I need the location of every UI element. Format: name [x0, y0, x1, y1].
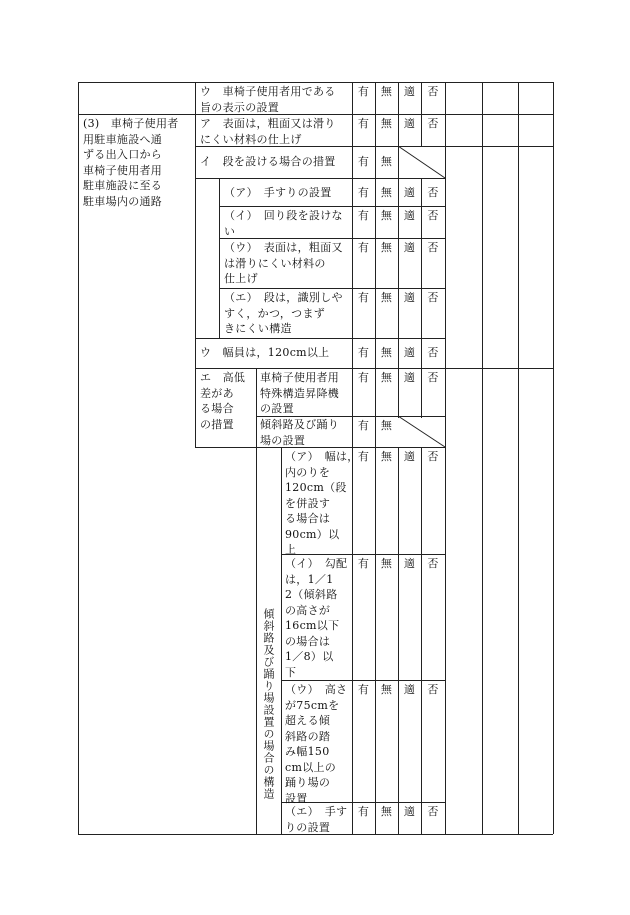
no-mark: 無: [380, 241, 393, 254]
item-i-e: （エ） 段は，識別しや すく，かつ，つまず きにくい構造: [224, 291, 343, 335]
ok-mark: 適: [403, 117, 416, 130]
item-r-i: （イ） 勾配 は，1／1 2（傾斜路 の高さが 16cm以下 の場合は 1／8）以 下: [285, 557, 348, 679]
ng-mark: 否: [427, 117, 439, 130]
item-i-steps: イ 段を設ける場合の措置: [200, 155, 336, 168]
ng-mark: 否: [427, 346, 439, 359]
ng-mark: 否: [427, 683, 439, 696]
yes-mark: 有: [357, 117, 370, 130]
no-mark: 無: [380, 371, 393, 384]
yes-mark: 有: [357, 346, 370, 359]
item-i-a: （ア） 手すりの設置: [224, 186, 332, 199]
item-a-surface: ア 表面は，粗面又は滑り にくい材料の仕上げ: [200, 117, 336, 146]
item-r-u: （ウ） 高さ が75cmを 超える傾 斜路の踏 み幅150 cm以上の 踊り場の 設置: [285, 683, 348, 805]
ok-mark: 適: [403, 557, 416, 570]
yes-mark: 有: [357, 291, 370, 304]
ok-mark: 適: [403, 186, 416, 199]
section-3-title: (3) 車椅子使用者 用駐車施設へ通 ずる出入口から 車椅子使用者用 駐車施設に至る 駐車場内の通路: [83, 117, 179, 208]
ok-mark: 適: [403, 450, 416, 463]
yes-mark: 有: [357, 186, 370, 199]
yes-mark: 有: [357, 85, 370, 98]
ok-mark: 適: [403, 805, 416, 818]
ok-mark: 適: [403, 291, 416, 304]
ng-mark: 否: [427, 241, 439, 254]
ng-mark: 否: [427, 450, 439, 463]
item-r-e: （エ） 手す りの設置: [285, 805, 348, 834]
ng-mark: 否: [427, 371, 439, 384]
no-mark: 無: [380, 450, 393, 463]
item-r-a: （ア） 幅は， 内のりを 120cm（段 を併設す る場合は 90cm）以 上: [285, 450, 359, 556]
yes-mark: 有: [357, 419, 370, 432]
ng-mark: 否: [427, 85, 439, 98]
ok-mark: 適: [403, 209, 416, 222]
ng-mark: 否: [427, 209, 439, 222]
yes-mark: 有: [357, 241, 370, 254]
no-mark: 無: [380, 805, 393, 818]
yes-mark: 有: [357, 805, 370, 818]
item-u-sign: ウ 車椅子使用者用である 旨の表示の設置: [200, 85, 336, 114]
ok-mark: 適: [403, 371, 416, 384]
ok-mark: 適: [403, 85, 416, 98]
ng-mark: 否: [427, 805, 439, 818]
no-mark: 無: [380, 186, 393, 199]
no-mark: 無: [380, 419, 393, 432]
item-i-u: （ウ） 表面は，粗面又 は滑りにくい材料の 仕上げ: [224, 241, 343, 285]
ok-mark: 適: [403, 346, 416, 359]
no-mark: 無: [380, 117, 393, 130]
no-mark: 無: [380, 209, 393, 222]
ok-mark: 適: [403, 683, 416, 696]
ramp-structure-label: 傾斜路及び踊り場設置の場合の構造: [262, 608, 275, 800]
yes-mark: 有: [357, 450, 370, 463]
yes-mark: 有: [357, 209, 370, 222]
no-mark: 無: [380, 557, 393, 570]
diagonal-line: [398, 416, 445, 447]
item-e-ramp: 傾斜路及び踊り 場の設置: [260, 418, 340, 447]
no-mark: 無: [380, 155, 393, 168]
item-i-i: （イ） 回り段を設けな い: [224, 209, 343, 238]
yes-mark: 有: [357, 155, 370, 168]
ng-mark: 否: [427, 557, 439, 570]
ng-mark: 否: [427, 291, 439, 304]
diagonal-line: [398, 146, 445, 178]
no-mark: 無: [380, 683, 393, 696]
no-mark: 無: [380, 291, 393, 304]
yes-mark: 有: [357, 557, 370, 570]
item-e-lift: 車椅子使用者用 特殊構造昇降機 の設置: [260, 371, 340, 415]
item-u-width: ウ 幅員は，120cm以上: [200, 346, 330, 359]
ng-mark: 否: [427, 186, 439, 199]
no-mark: 無: [380, 85, 393, 98]
no-mark: 無: [380, 346, 393, 359]
yes-mark: 有: [357, 371, 370, 384]
ok-mark: 適: [403, 241, 416, 254]
yes-mark: 有: [357, 683, 370, 696]
item-e-title: エ 高低 差があ る場合 の措置: [200, 371, 246, 431]
